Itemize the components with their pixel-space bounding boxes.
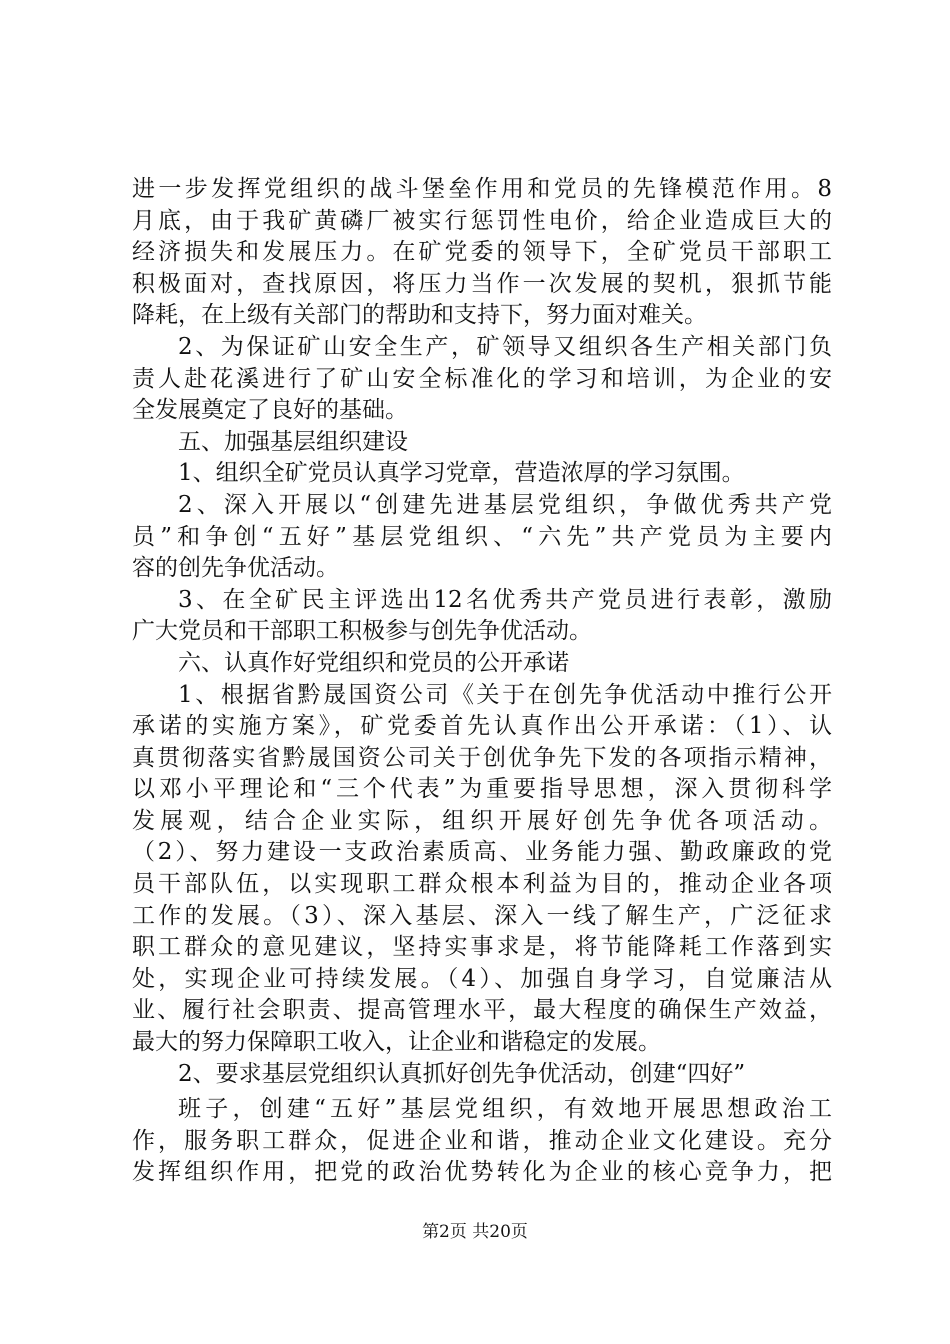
text-line: 容的创先争优活动。	[132, 555, 339, 582]
text-line: 以邓小平理论和“三个代表”为重要指导思想，深入贯彻科学	[132, 776, 832, 803]
text-line: 降耗，在上级有关部门的帮助和支持下，努力面对难关。	[132, 302, 707, 329]
text-line: 业、履行社会职责、提高管理水平，最大程度的确保生产效益，	[132, 997, 832, 1024]
text-line: 2、深入开展以“创建先进基层党组织，争做优秀共产党	[178, 491, 832, 518]
text-line: 2、要求基层党组织认真抓好创先争优活动，创建“四好”	[178, 1060, 746, 1087]
text-line: 月底，由于我矿黄磷厂被实行惩罚性电价，给企业造成巨大的	[132, 207, 832, 234]
text-line: 员”和争创“五好”基层党组织、“六先”共产党员为主要内	[132, 523, 832, 550]
text-line: 最大的努力保障职工收入，让企业和谐稳定的发展。	[132, 1029, 661, 1056]
text-line: 责人赴花溪进行了矿山安全标准化的学习和培训，为企业的安	[132, 365, 832, 392]
text-line: 六、认真作好党组织和党员的公开承诺	[178, 649, 569, 676]
text-line: 全发展奠定了良好的基础。	[132, 397, 408, 424]
text-line: 班子，创建“五好”基层党组织，有效地开展思想政治工	[178, 1096, 832, 1122]
text-line: 2、为保证矿山安全生产，矿领导又组织各生产相关部门负	[178, 333, 832, 360]
text-line: 承诺的实施方案》，矿党委首先认真作出公开承诺：（1）、认	[132, 713, 832, 740]
body-text-block	[132, 174, 832, 1090]
text-line: 处，实现企业可持续发展。（4）、加强自身学习，自觉廉洁从	[132, 965, 832, 992]
text-line: 真贯彻落实省黔晟国资公司关于创优争先下发的各项指示精神，	[132, 744, 832, 771]
text-line: 发挥组织作用，把党的政治优势转化为企业的核心竞争力，把	[132, 1159, 832, 1186]
text-line: 积极面对，查找原因，将压力当作一次发展的契机，狠抓节能	[132, 270, 832, 297]
text-line: 发展观，结合企业实际，组织开展好创先争优各项活动。	[132, 807, 832, 834]
text-line: 五、加强基层组织建设	[178, 428, 408, 455]
text-line: 经济损失和发展压力。在矿党委的领导下，全矿党员干部职工	[132, 239, 832, 266]
text-line: 1、组织全矿党员认真学习党章，营造浓厚的学习氛围。	[178, 460, 745, 487]
body-text-block-continued	[132, 1094, 832, 1189]
page-footer: 第2页 共20页	[422, 1222, 528, 1242]
text-line: 职工群众的意见建议，坚持实事求是，将节能降耗工作落到实	[132, 934, 832, 961]
text-line: 工作的发展。（3）、深入基层、深入一线了解生产，广泛征求	[132, 902, 832, 929]
text-line: 进一步发挥党组织的战斗堡垒作用和党员的先锋模范作用。8	[132, 176, 832, 202]
text-line: 作，服务职工群众，促进企业和谐，推动企业文化建设。充分	[132, 1127, 832, 1154]
text-line: 1、根据省黔晟国资公司《关于在创先争优活动中推行公开	[178, 681, 832, 708]
text-line: 广大党员和干部职工积极参与创先争优活动。	[132, 618, 592, 645]
text-line: （2）、努力建设一支政治素质高、业务能力强、勤政廉政的党	[132, 839, 832, 866]
text-line: 3、在全矿民主评选出12名优秀共产党员进行表彰，激励	[178, 586, 832, 613]
text-line: 员干部队伍，以实现职工群众根本利益为目的，推动企业各项	[132, 871, 832, 898]
